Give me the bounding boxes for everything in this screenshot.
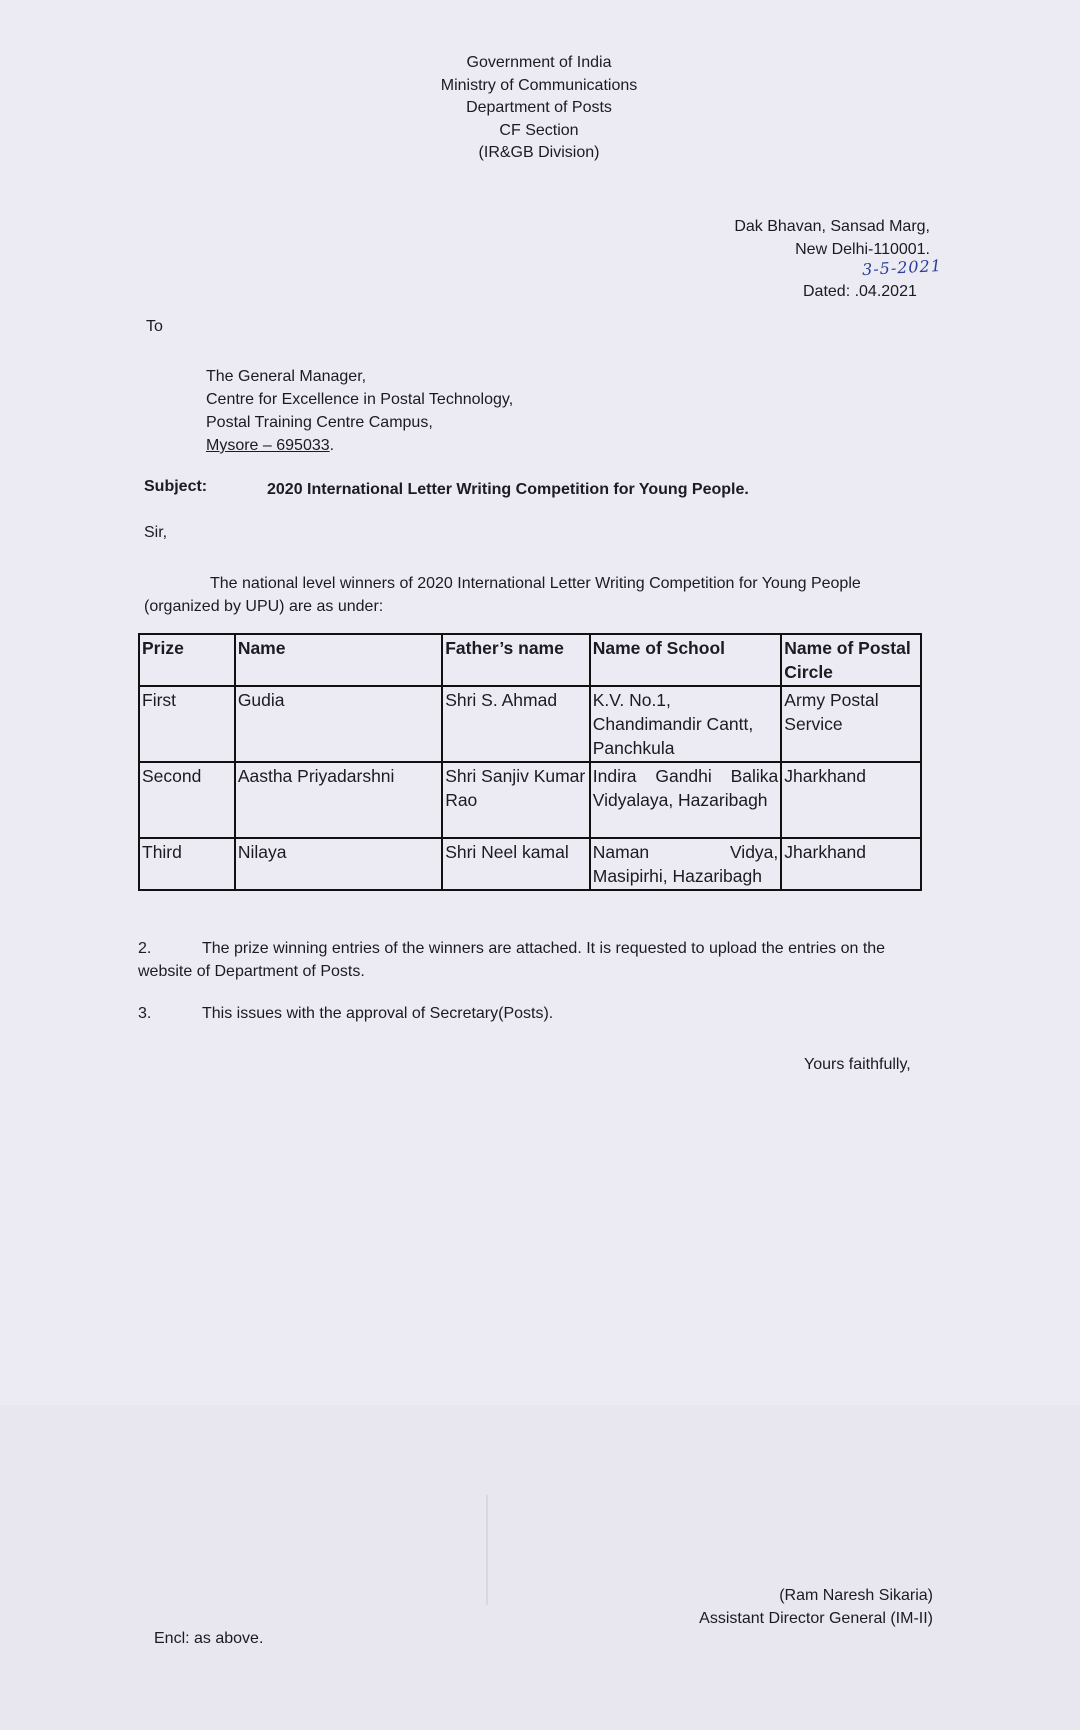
paragraph-3-text: This issues with the approval of Secretary(Posts).: [202, 1005, 554, 1022]
paragraph-2-text: The prize winning entries of the winners are attached. It is requested to upload the entries on the website of Department of Posts.: [138, 940, 886, 980]
paragraph-3: [138, 1005, 553, 1023]
header-name: Name: [235, 634, 442, 686]
recipient-line-2: Centre for Excellence in Postal Technology,: [206, 391, 514, 408]
recipient-line-4: [206, 434, 513, 457]
cell-circle: Army Postal Service: [781, 686, 921, 762]
recipient-city-suffix: .: [329, 437, 335, 454]
cell-prize: Second: [139, 762, 235, 838]
handwritten-date: 3-5-2021: [861, 255, 943, 280]
letterhead-line: CF Section: [499, 121, 579, 139]
paragraph-3-number: 3.: [138, 1005, 152, 1022]
cell-name: Aastha Priyadarshni: [235, 762, 442, 838]
cell-school: Naman Vidya, Masipirhi, Hazaribagh: [590, 838, 782, 890]
recipient-line-1: The General Manager,: [206, 368, 367, 385]
cell-school: Indira Gandhi Balika Vidyalaya, Hazaribagh: [590, 762, 782, 838]
cell-father: Shri Sanjiv Kumar Rao: [442, 762, 590, 838]
cell-school: K.V. No.1, Chandimandir Cantt, Panchkula: [590, 686, 782, 762]
cell-prize: First: [139, 686, 235, 762]
recipient-city: Mysore – 695033: [206, 437, 330, 454]
cell-prize: Third: [139, 838, 235, 890]
recipient-address: [206, 365, 513, 457]
letterhead-line: Ministry of Communications: [440, 76, 638, 94]
scan-fold-mark: [486, 1495, 488, 1605]
paragraph-2: [138, 937, 918, 983]
intro-paragraph: The national level winners of 2020 International Letter Writing Competition for Young People (organized by UPU) are as under:: [144, 575, 861, 615]
scan-shade: [0, 1405, 1080, 1730]
winners-table: [138, 633, 922, 891]
letterhead-line: Government of India: [466, 54, 612, 71]
address-line-2: New Delhi-110001.: [795, 241, 930, 258]
dated-line: Dated: .04.2021: [803, 283, 917, 300]
signature-block: [699, 1584, 933, 1630]
cell-father: Shri S. Ahmad: [442, 686, 590, 762]
cell-circle: Jharkhand: [781, 838, 921, 890]
table-row: [139, 762, 921, 838]
letterhead-line: (IR&GB Division): [478, 144, 600, 161]
header-prize: Prize: [139, 634, 235, 686]
cell-name: Nilaya: [235, 838, 442, 890]
sender-address: [734, 215, 930, 261]
signatory-designation: Assistant Director General (IM-II): [699, 1610, 933, 1627]
subject-label: Subject:: [144, 478, 208, 495]
table-header-row: [139, 634, 921, 686]
to-label: To: [146, 318, 163, 335]
recipient-line-3: Postal Training Centre Campus,: [206, 414, 433, 431]
enclosure-note: Encl: as above.: [154, 1630, 264, 1647]
salutation: Sir,: [144, 524, 168, 541]
cell-circle: Jharkhand: [781, 762, 921, 838]
table-row: [139, 686, 921, 762]
header-school: Name of School: [590, 634, 782, 686]
letterhead: [0, 52, 1080, 165]
letterhead-line: Department of Posts: [466, 99, 612, 116]
header-father: Father’s name: [442, 634, 590, 686]
address-line-1: Dak Bhavan, Sansad Marg,: [734, 218, 930, 235]
closing: Yours faithfully,: [804, 1056, 911, 1073]
table-row: [139, 838, 921, 890]
header-circle: Name of Postal Circle: [781, 634, 921, 686]
cell-name: Gudia: [235, 686, 442, 762]
cell-father: Shri Neel kamal: [442, 838, 590, 890]
signatory-name: (Ram Naresh Sikaria): [779, 1587, 933, 1604]
paragraph-2-number: 2.: [138, 940, 152, 957]
subject-text: 2020 International Letter Writing Competition for Young People.: [267, 481, 749, 498]
